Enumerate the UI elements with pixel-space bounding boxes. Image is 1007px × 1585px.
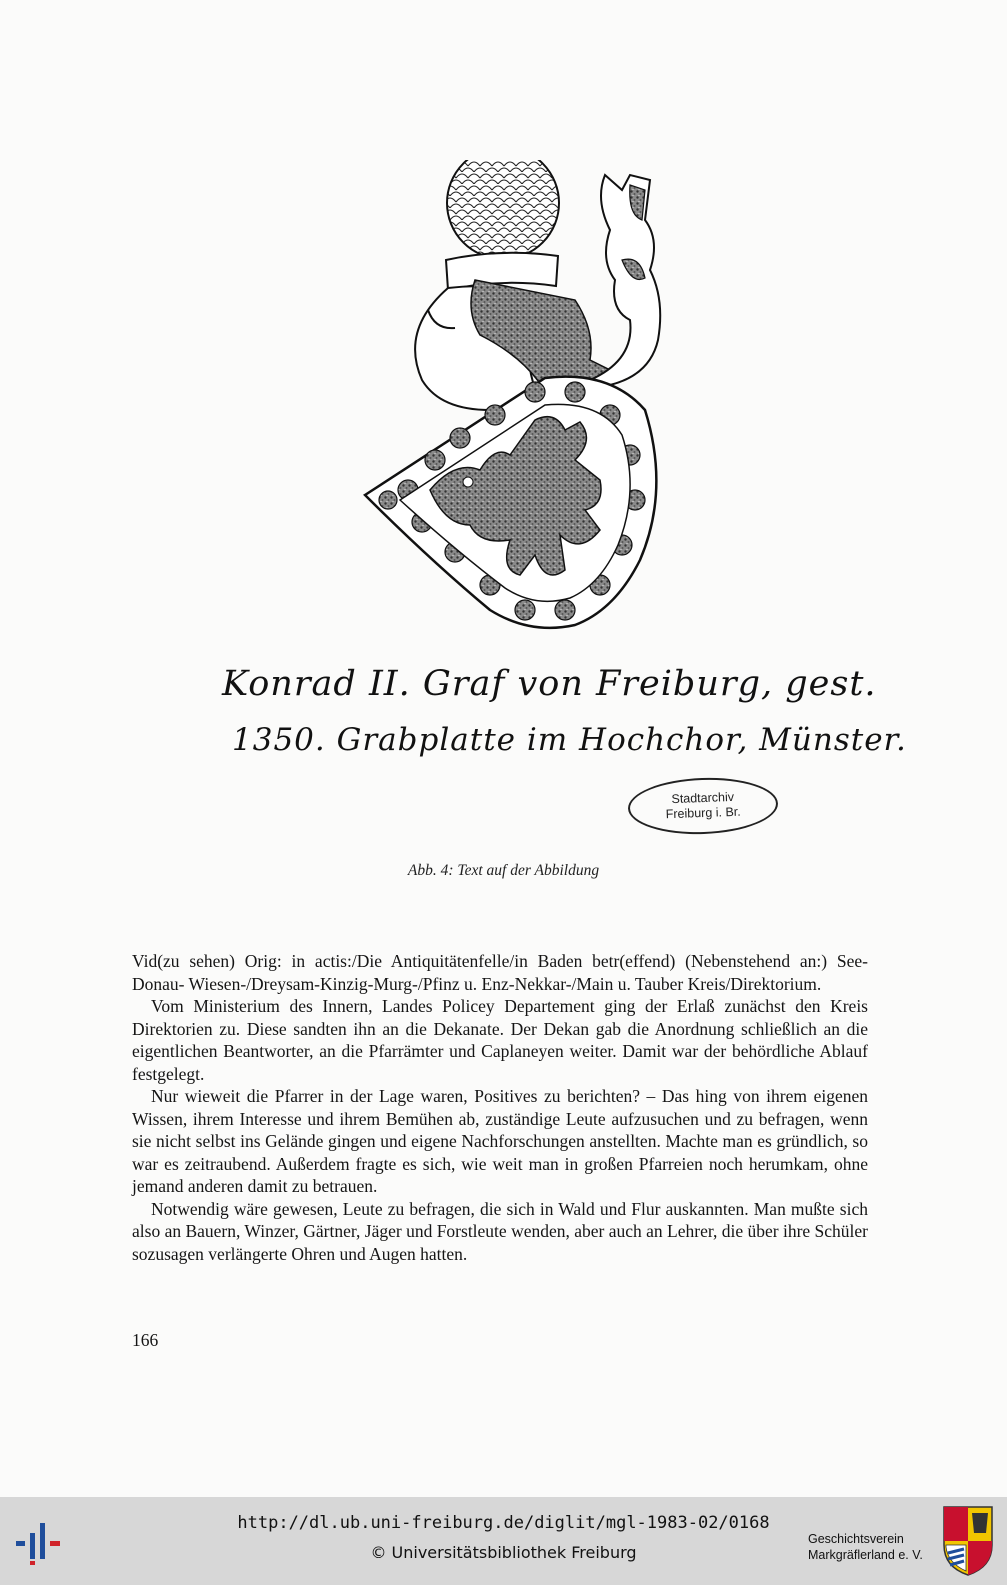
page-number: 166 [132, 1330, 159, 1350]
stamp-line-1: Stadtarchiv [671, 789, 735, 807]
society-name-line-2: Markgräflerland e. V. [808, 1548, 923, 1562]
handwritten-inscription-line-1: Konrad II. Graf von Freiburg, gest. [222, 664, 877, 704]
society-name-line-1: Geschichtsverein [808, 1532, 904, 1546]
coat-of-arms-illustration [360, 160, 680, 660]
footer-bar [0, 1497, 1007, 1585]
document-url-link[interactable]: http://dl.ub.uni-freiburg.de/diglit/mgl-1983-02/0168 [237, 1513, 770, 1533]
society-crest-icon[interactable] [942, 1505, 994, 1577]
paragraph: Vid(zu sehen) Orig: in actis:/Die Antiquitätenfelle/in Baden betr(effend) (Nebenstehend an:) See- Donau- Wiesen-/Dreysam-Kinzig-Murg-/Pfinz u. Enz-Nekkar-/Main u. Tauber Kreis/Direktorium. [132, 951, 868, 994]
paragraph: Vom Ministerium des Innern, Landes Policey Departement ging der Erlaß zunächst den Kreis Direktorien zu. Diese sandten ihn an die Dekanate. Der Dekan gab die Anordnung schließlich an die eigentlichen Beantworter, an die Pfarrämter und Caplaneyen weiter. Damit war der behördliche Ablauf festgelegt. [132, 996, 868, 1084]
paragraph: Nur wieweit die Pfarrer in der Lage waren, Positives zu berichten? – Das hing von ihrem eigenen Wissen, ihrem Interesse und ihrem Bemühen ab, zuständige Leute aufzusuchen und zu befragen, wenn sie nicht selbst ins Gelände gingen und eigene Nachforschungen anstellten. Machte man es gründlich, so war es zeitraubend. Außerdem fragte es sich, wie weit man in großen Pfarreien noch herumkam, ohne jemand anderen damit zu betrauen. [132, 1086, 868, 1196]
copyright-notice: © Universitätsbibliothek Freiburg [370, 1543, 637, 1562]
society-name [808, 1531, 923, 1563]
figure-caption: Abb. 4: Text auf der Abbildung [407, 862, 600, 879]
archive-stamp [627, 775, 779, 836]
stamp-line-2: Freiburg i. Br. [665, 804, 741, 822]
handwritten-inscription-line-2: 1350. Grabplatte im Hochchor, Münster. [232, 722, 907, 758]
paragraph: Notwendig wäre gewesen, Leute zu befragen, die sich in Wald und Flur auskannten. Man mußte sich also an Bauern, Winzer, Gärtner, Jäger und Forstleute wenden, aber auch an Lehrer, die über ihre Schüler sozusagen verlängerte Ohren und Augen hatten. [132, 1198, 868, 1264]
body-text [132, 950, 868, 1265]
